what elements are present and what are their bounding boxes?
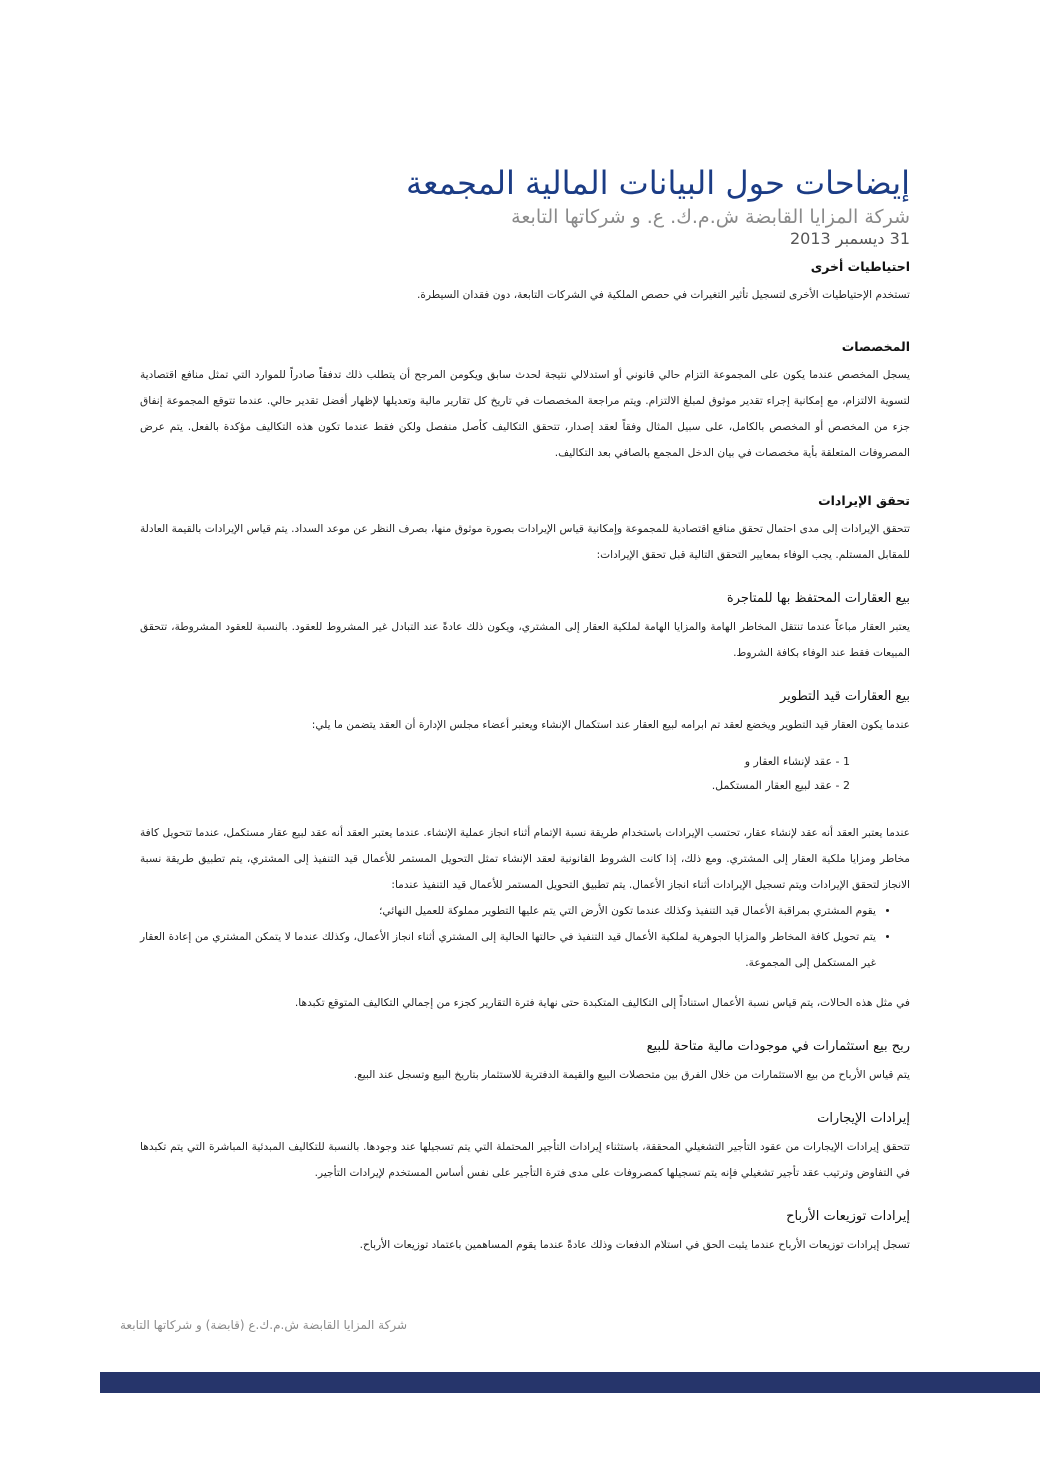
paragraph: تتحقق إيرادات الإيجارات من عقود التأجير التشغيلي المحققة، باستثناء إيرادات التأجير المحتملة التي يتم تسجيلها عند وجودها. بالنسبة للتكاليف المبدئية المباشرة التي يتم تكبدها في التفاوض وترتيب عقد تأجير تشغيلي فإنه يتم تسجيلها كمصروفات على مدى فترة التأجير على نفس أساس المستخدم لإيرادات التأجير. xyxy=(140,1141,910,1179)
list-item: • يقوم المشتري بمراقبة الأعمال قيد التنفيذ وكذلك عندما تكون الأرض التي يتم عليها التطوير مملوكة للعميل النهائي؛ xyxy=(140,898,876,924)
section-provisions xyxy=(140,338,910,466)
paragraph: في مثل هذه الحالات، يتم قياس نسبة الأعمال استناداً إلى التكاليف المتكبدة حتى نهاية فترة التقارير كجزء من إجمالي التكاليف المتوقع تكبدها. xyxy=(294,997,910,1009)
list-item: 2 - عقد لبيع العقار المستكمل. xyxy=(711,779,850,792)
paragraph: عندما يكون العقار قيد التطوير ويخضع لعقد تم ابرامه لبيع العقار عند استكمال الإنشاء ويعتبر أعضاء مجلس الإدارة أن العقد يتضمن ما يلي: xyxy=(311,719,910,731)
section-heading: بيع العقارات المحتفظ بها للمتاجرة xyxy=(726,591,910,606)
bullet-list xyxy=(140,898,888,976)
paragraph: يعتبر العقار مباعاً عندما تنتقل المخاطر الهامة والمزايا الهامة لملكية العقار إلى المشتري، ويكون ذلك عادةً عند التبادل غير المشروط للعقود. بالنسبة للعقود المشروطة، تتحقق المبيعات فقط عند الوفاء بكافة الشروط. xyxy=(140,621,910,659)
list-item: 1 - عقد لإنشاء العقار و xyxy=(744,755,850,768)
section-investment-sale xyxy=(140,1038,910,1088)
report-date: 31 ديسمبر 2013 xyxy=(789,229,910,248)
page-title: إيضاحات حول البيانات المالية المجمعة xyxy=(405,164,910,202)
paragraph: عندما يعتبر العقد أنه عقد لإنشاء عقار، تحتسب الإيرادات باستخدام طريقة نسبة الإتمام أثناء انجاز عملية الإنشاء. عندما يعتبر العقد أنه عقد لبيع عقار مستكمل، عندما تتحويل كافة مخاطر ومزايا ملكية العقار إلى المشتري. ومع ذلك، إذا كانت الشروط القانونية لعقد الإنشاء تمثل التحويل المستمر للأعمال قيد التنفيذ إلى المشتري، يتم تطبيق طريقة نسبة الانجاز لتحقق الإيرادات ويتم تسجيل الإيرادات أثناء انجاز الأعمال. يتم تطبيق التحويل المستمر للأعمال قيد التنفيذ عندما: xyxy=(140,827,910,891)
section-revenue-recognition xyxy=(140,492,910,568)
document-body xyxy=(140,258,910,1280)
numbered-list xyxy=(140,750,850,798)
section-heading: إيرادات توزيعات الأرباح xyxy=(786,1209,910,1224)
section-trading-property-sale xyxy=(140,590,910,666)
section-heading: احتياطيات أخرى xyxy=(810,259,910,274)
footer-company-name: شركة المزايا القابضة ش.م.ك.ع (قابضة) و شركاتها التابعة xyxy=(120,1318,408,1332)
section-rental-income xyxy=(140,1110,910,1186)
list-item: • يتم تحويل كافة المخاطر والمزايا الجوهرية لملكية الأعمال قيد التنفيذ في حالتها الحالية إلى المشتري أثناء انجاز الأعمال، وكذلك عندما لا يتمكن المشتري من إعادة العقار غير المستكمل إلى المجموعة. xyxy=(140,924,876,976)
section-dividend-income xyxy=(140,1208,910,1258)
section-heading: ربح بيع استثمارات في موجودات مالية متاحة للبيع xyxy=(646,1039,910,1054)
footer-bar xyxy=(100,1372,1040,1393)
section-heading: إيرادات الإيجارات xyxy=(817,1111,910,1126)
section-heading: المخصصات xyxy=(841,339,910,354)
section-heading: بيع العقارات قيد التطوير xyxy=(780,689,910,704)
paragraph: يتم قياس الأرباح من بيع الاستثمارات من خلال الفرق بين متحصلات البيع والقيمة الدفترية للاستثمار بتاريخ البيع وتسجل عند البيع. xyxy=(353,1069,910,1081)
section-other-reserves xyxy=(140,258,910,308)
paragraph: تتحقق الإيرادات إلى مدى احتمال تحقق منافع اقتصادية للمجموعة وإمكانية قياس الإيرادات بصورة موثوق منها، بصرف النظر عن موعد السداد. يتم قياس الإيرادات بالقيمة العادلة للمقابل المستلم. يجب الوفاء بمعايير التحقق التالية قبل تحقق الإيرادات: xyxy=(140,523,910,561)
section-heading: تحقق الإيرادات xyxy=(818,493,910,508)
paragraph: تسجل إيرادات توزيعات الأرباح عندما يثبت الحق في استلام الدفعات وذلك عادةً عندما يقوم المساهمين باعتماد توزيعات الأرباح. xyxy=(359,1239,910,1251)
document-header xyxy=(130,163,910,249)
paragraph: يسجل المخصص عندما يكون على المجموعة التزام حالي قانوني أو استدلالي نتيجة لحدث سابق ويكومن المرجح أن يتطلب ذلك تدفقاً صادراً للموارد التي تمثل منافع اقتصادية لتسوية الالتزام، مع إمكانية إجراء تقدير موثوق لمبلغ الالتزام. ويتم مراجعة المخصصات في تاريخ كل تقارير مالية وتعديلها لإظهار أفضل تقدير حالي. عندما تتوقع المجموعة إنفاق جزء من المخصص أو المخصص بالكامل، على سبيل المثال وفقاً لعقد إصدار، تتحقق التكاليف كأصل منفصل ولكن فقط عندما تكون هذه التكاليف مؤكدة بالفعل. يتم عرض المصروفات المتعلقة بأية مخصصات في بيان الدخل المجمع بالصافي بعد التكاليف. xyxy=(140,369,910,459)
section-development-property-sale xyxy=(140,688,910,1016)
paragraph: تستخدم الإحتياطيات الأخرى لتسجيل تأثير التغيرات في حصص الملكية في الشركات التابعة، دون فقدان السيطرة. xyxy=(417,289,910,301)
company-subtitle: شركة المزايا القابضة ش.م.ك. ع. و شركاتها التابعة xyxy=(511,206,910,228)
